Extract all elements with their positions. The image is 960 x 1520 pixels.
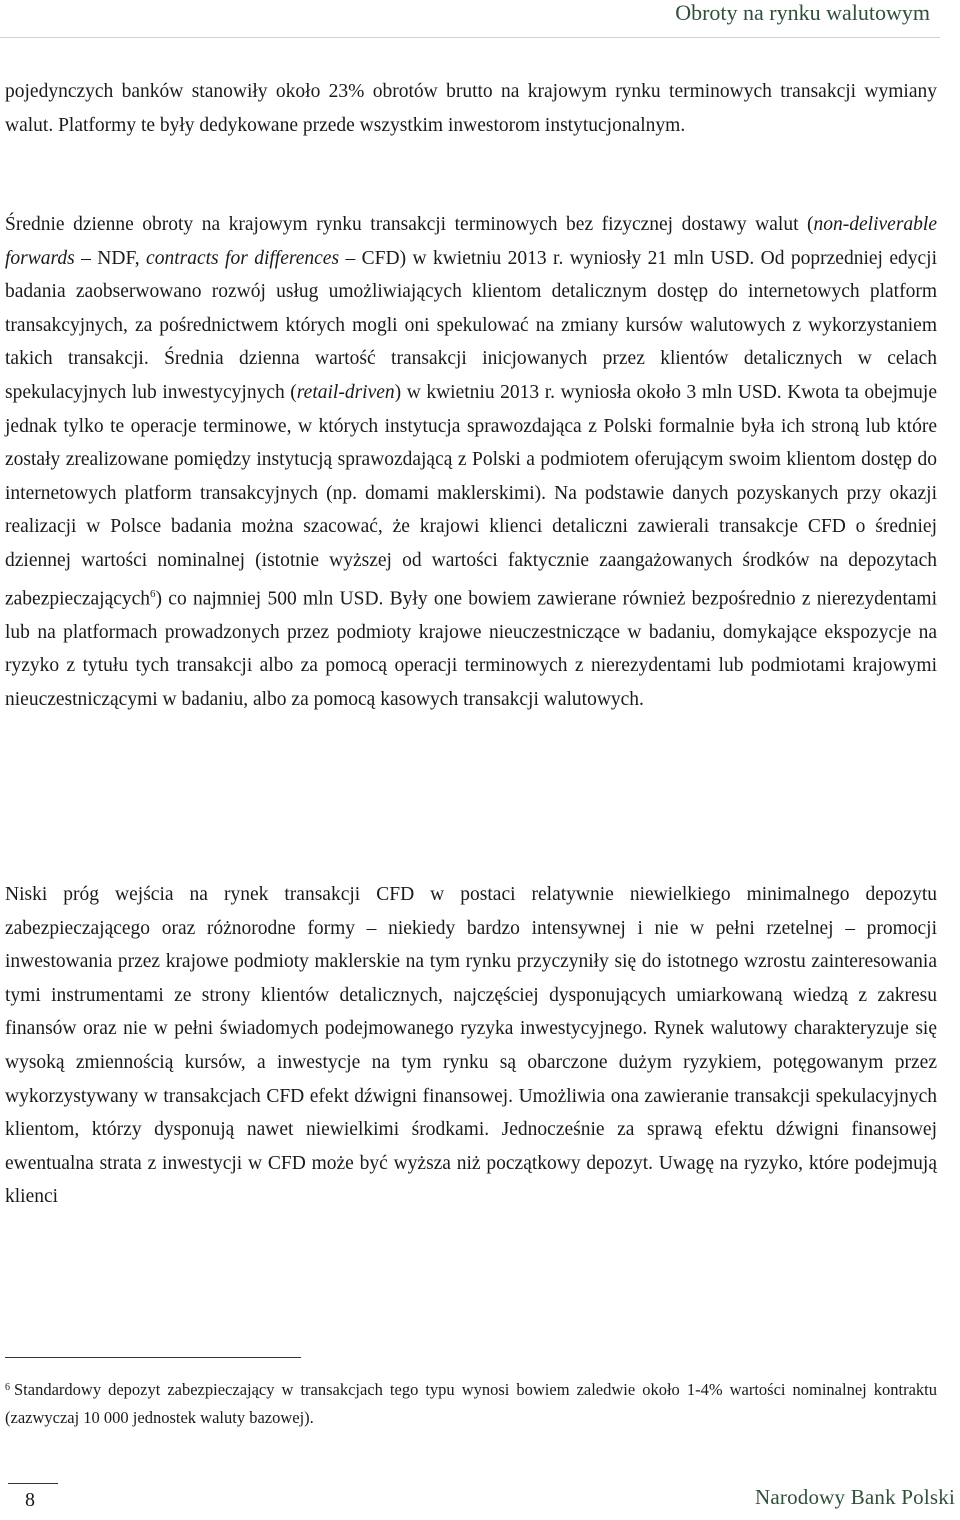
page-header [0, 0, 960, 38]
footnote-divider [5, 1357, 301, 1358]
paragraph-2-text: ) w kwietniu 2013 r. wyniosła około 3 mln USD. Kwota ta obejmuje jednak tylko te operacje terminowe, w których instytucja sprawozdająca z Polski formalnie była ich stroną lub które zostały zrealizowane pomiędzy instytucją sprawozdającą z Polski a podmiotem oferującym swoim klientom dostęp do internetowych platform transakcyjnych (np. domami maklerskimi). Na podstawie danych pozyskanych przy okazji realizacji w Polsce badania można szacować, że krajowi klienci detaliczni zawierali transakcje CFD o średniej dziennej wartości nominalnej (istotnie wyższej od wartości faktycznie zaangażowanych środków na depozytach zabezpieczających [5, 381, 937, 610]
footnote-text: Standardowy depozyt zabezpieczający w transakcjach tego typu wynosi bowiem zaledwie około 1-4% wartości nominalnej kontraktu (zazwyczaj 10 000 jednostek waluty bazowej). [5, 1380, 937, 1427]
paragraph-2-text: Średnie dzienne obroty na krajowym rynku transakcji terminowych bez fizycznej dostawy walut ( [5, 214, 814, 235]
term-ndf: non-deliverable forwards [5, 214, 937, 269]
paragraph-2 [5, 208, 937, 716]
term-cfd: contracts for differences [146, 247, 340, 269]
publisher-brand: Narodowy Bank Polski [755, 1485, 955, 1509]
term-retail-driven: retail-driven [296, 381, 395, 403]
header-divider [0, 37, 940, 38]
paragraph-2-text: – NDF, [74, 247, 147, 269]
footnote-mark: 6 [5, 1382, 10, 1393]
paragraph-3: Niski próg wejścia na rynek transakcji CFD w postaci relatywnie niewielkiego minimalnego depozytu zabezpieczającego oraz różnorodne formy – niekiedy bardzo intensywnej i nie w pełni rzetelnej – promocji inwestowania przez krajowe podmioty maklerskie na tym rynku przyczyniły się do istotnego wzrostu zainteresowania tymi instrumentami ze strony klientów detalicznych, najczęściej dysponujących umiarkowaną wiedzą z zakresu finansów oraz nie w pełni świadomych podejmowanego ryzyka inwestycyjnego. Rynek walutowy charakteryzuje się wysoką zmiennością kursów, a inwestycje na tym rynku są obarczone dużym ryzykiem, potęgowanym przez wykorzystywany w transakcjach CFD efekt dźwigni finansowej. Umożliwia ona zawieranie transakcji spekulacyjnych klientom, którzy dysponują nawet niewielkimi środkami. Jednocześnie za sprawą efektu dźwigni finansowej ewentualna strata z inwestycji w CFD może być wyższa niż początkowy depozyt. Uwagę na ryzyko, które podejmują klienci [5, 884, 937, 1208]
paragraph-1: pojedynczych banków stanowiły około 23% obrotów brutto na krajowym rynku terminowych transakcji wymiany walut. Platformy te były dedykowane przede wszystkim inwestorom instytucjonalnym. [5, 81, 937, 136]
paragraph-2-text: ) co najmniej 500 mln USD. Były one bowiem zawierane również bezpośrednio z nierezydentami lub na platformach prowadzonych przez podmioty krajowe nieuczestniczące w badaniu, domykające ekspozycje na ryzyko z tytułu tych transakcji albo za pomocą operacji terminowych z nierezydentami lub podmiotami krajowymi nieuczestniczącymi w badaniu, albo za pomocą kasowych transakcji walutowych. [5, 588, 937, 710]
paragraph-2-text: – CFD) w kwietniu 2013 r. wyniosły 21 mln USD. Od poprzedniej edycji badania zaobserwowano rozwój usług umożliwiających klientom detalicznym dostęp do internetowych platform transakcyjnych, za pośrednictwem których mogli oni spekulować na zmiany kursów walutowych z wykorzystaniem takich transakcji. Średnia dzienna wartość transakcji inicjowanych przez klientów detalicznych w celach spekulacyjnych lub inwestycyjnych ( [5, 247, 938, 403]
running-header-title: Obroty na rynku walutowym [675, 0, 930, 25]
page-number-divider [8, 1483, 58, 1484]
footnote [5, 1374, 937, 1432]
footnote-reference[interactable]: 6 [150, 587, 156, 600]
page-number: 8 [25, 1489, 35, 1511]
